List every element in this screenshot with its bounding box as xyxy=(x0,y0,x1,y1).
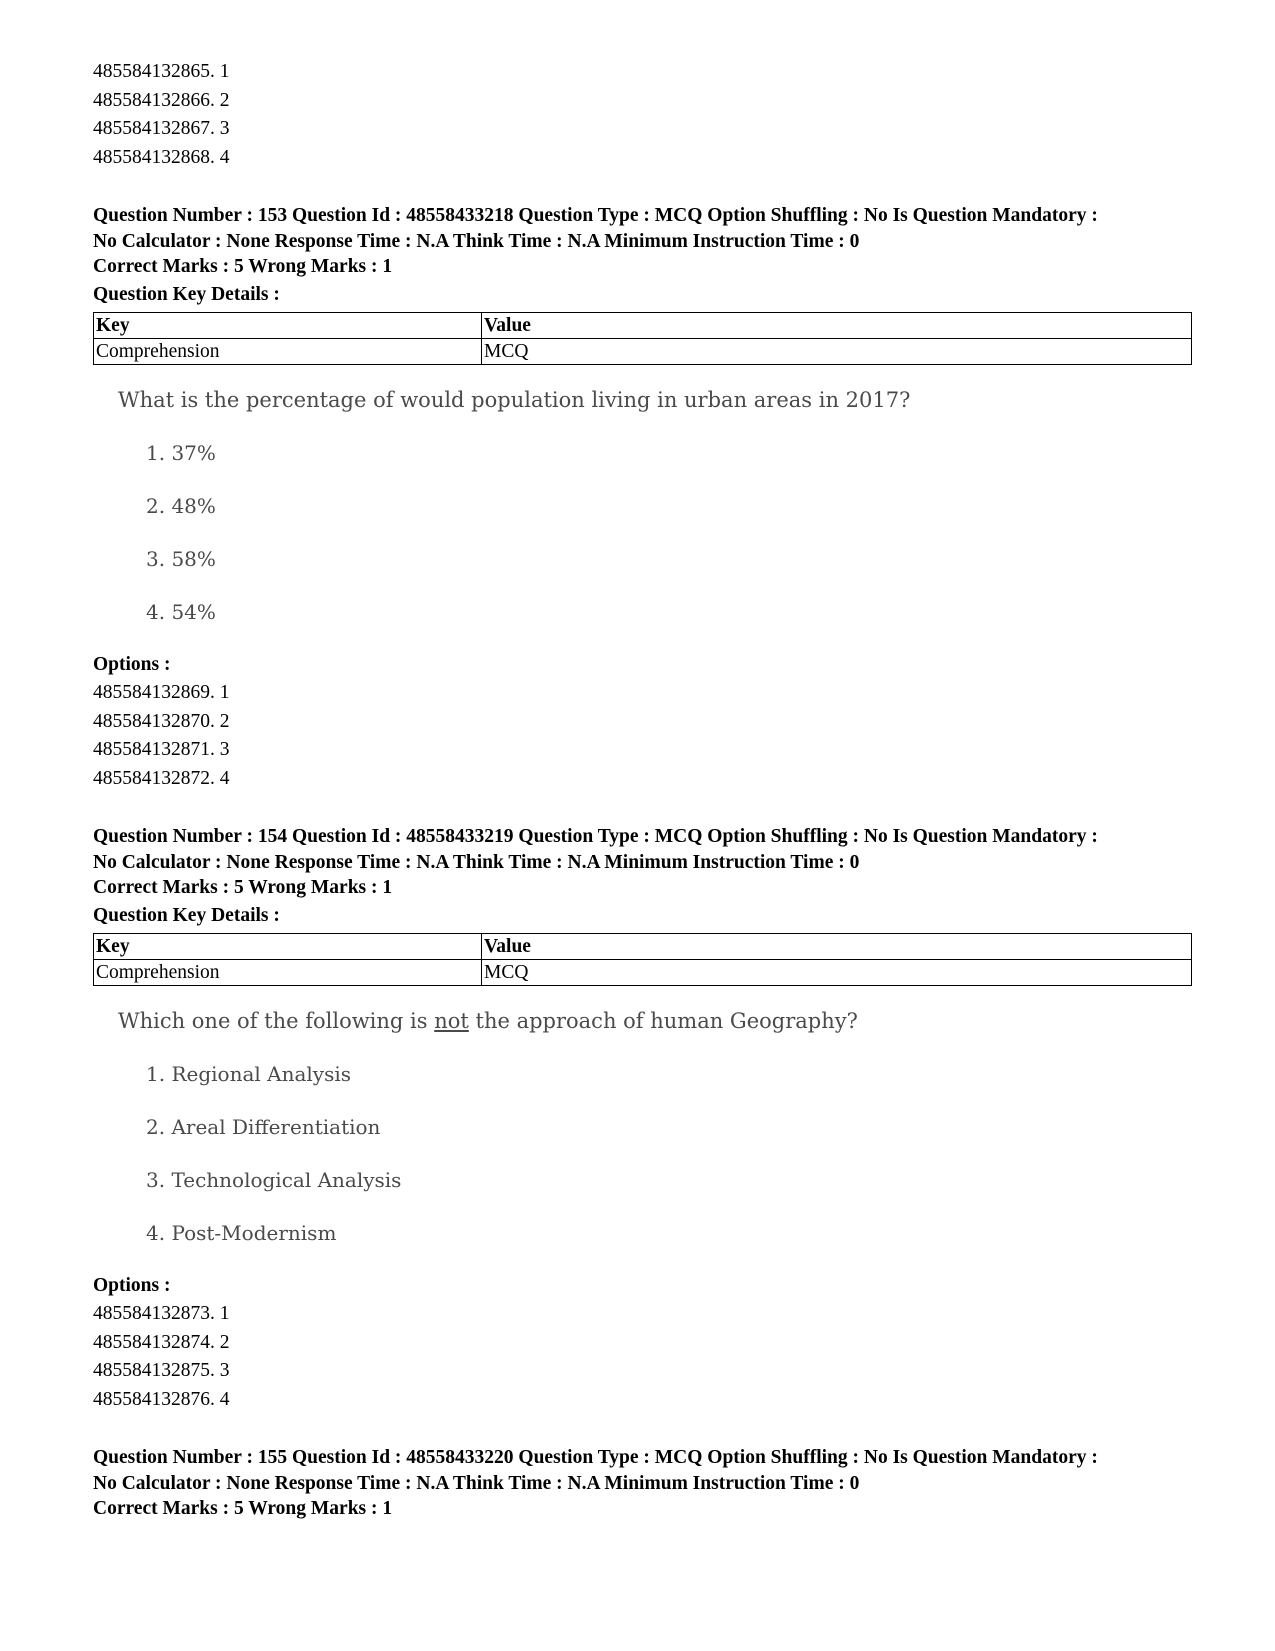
option-row xyxy=(93,144,1193,173)
table-header-key: Key xyxy=(94,933,482,959)
question-choice: 1. Regional Analysis xyxy=(146,1061,351,1086)
question-block-154 xyxy=(93,823,1193,1414)
option-row xyxy=(93,115,1193,144)
question-header-line-2: No Calculator : None Response Time : N.A Think Time : N.A Minimum Instruction Time : 0 xyxy=(93,1472,860,1494)
question-choice: 1. 37% xyxy=(146,440,216,465)
option-id: 485584132866. xyxy=(93,89,215,111)
question-block-153 xyxy=(93,202,1193,793)
option-number: 2 xyxy=(219,1331,230,1353)
question-choice: 4. Post-Modernism xyxy=(146,1220,337,1245)
table-header-row xyxy=(94,933,1192,959)
option-number: 4 xyxy=(219,1388,230,1410)
option-id: 485584132876. xyxy=(93,1388,215,1410)
question-marks: Correct Marks : 5 Wrong Marks : 1 xyxy=(93,1497,393,1519)
options-label: Options : xyxy=(93,1274,171,1296)
table-header-value: Value xyxy=(482,312,1192,338)
option-number: 1 xyxy=(219,1303,230,1324)
question-key-details-label: Question Key Details : xyxy=(93,905,280,926)
options-list xyxy=(93,1300,1193,1414)
question-choice: 3. 58% xyxy=(146,546,216,571)
question-choice: 3. Technological Analysis xyxy=(146,1167,402,1192)
option-row xyxy=(93,87,1193,116)
question-choice: 2. 48% xyxy=(146,493,216,518)
option-row xyxy=(93,58,1193,87)
question-header-line-2: No Calculator : None Response Time : N.A Think Time : N.A Minimum Instruction Time : 0 xyxy=(93,230,860,252)
question-image xyxy=(93,1008,1193,1246)
option-id: 485584132865. xyxy=(93,61,215,82)
option-id: 485584132874. xyxy=(93,1331,215,1353)
option-number: 1 xyxy=(219,61,230,82)
option-row xyxy=(93,1329,1193,1358)
option-row xyxy=(93,1357,1193,1386)
option-number: 1 xyxy=(219,682,230,703)
question-header-line-2: No Calculator : None Response Time : N.A Think Time : N.A Minimum Instruction Time : 0 xyxy=(93,851,860,873)
table-cell-key: Comprehension xyxy=(94,959,482,985)
option-id: 485584132872. xyxy=(93,767,215,789)
question-key-details-label: Question Key Details : xyxy=(93,284,280,305)
question-text-before: Which one of the following is xyxy=(118,1008,435,1033)
option-row xyxy=(93,765,1193,794)
table-cell-key: Comprehension xyxy=(94,338,482,364)
question-text-after: the approach of human Geography? xyxy=(468,1008,858,1033)
option-id: 485584132867. xyxy=(93,118,215,139)
question-text-underlined: not xyxy=(434,1008,469,1033)
option-row xyxy=(93,1300,1193,1329)
option-number: 2 xyxy=(219,710,230,732)
question-image xyxy=(93,387,1193,625)
option-number: 3 xyxy=(219,1360,230,1381)
option-row xyxy=(93,708,1193,737)
question-key-table xyxy=(93,933,1192,986)
option-row xyxy=(93,679,1193,708)
option-number: 3 xyxy=(219,118,230,139)
question-block-155 xyxy=(93,1444,1193,1523)
option-number: 4 xyxy=(219,146,230,168)
question-choice: 4. 54% xyxy=(146,599,216,624)
option-id: 485584132873. xyxy=(93,1303,215,1324)
option-id: 485584132870. xyxy=(93,710,215,732)
option-number: 3 xyxy=(219,739,230,760)
option-id: 485584132868. xyxy=(93,146,215,168)
option-number: 4 xyxy=(219,767,230,789)
option-number: 2 xyxy=(219,89,230,111)
table-cell-value: MCQ xyxy=(482,338,1192,364)
option-row xyxy=(93,1386,1193,1415)
question-text xyxy=(118,1008,1193,1034)
table-header-key: Key xyxy=(94,312,482,338)
table-row xyxy=(94,338,1192,364)
question-choice: 2. Areal Differentiation xyxy=(146,1114,381,1139)
option-row xyxy=(93,736,1193,765)
table-header-row xyxy=(94,312,1192,338)
question-text: What is the percentage of would population living in urban areas in 2017? xyxy=(118,387,911,412)
question-key-table xyxy=(93,312,1192,365)
question-header-line-1: Question Number : 154 Question Id : 48558433219 Question Type : MCQ Option Shuffling : No Is Question Mandatory : xyxy=(93,826,1098,847)
options-label: Options : xyxy=(93,653,171,675)
question-marks: Correct Marks : 5 Wrong Marks : 1 xyxy=(93,255,393,277)
question-header-line-1: Question Number : 155 Question Id : 48558433220 Question Type : MCQ Option Shuffling : No Is Question Mandatory : xyxy=(93,1447,1098,1468)
document-page xyxy=(93,58,1193,1523)
table-cell-value: MCQ xyxy=(482,959,1192,985)
question-header-line-1: Question Number : 153 Question Id : 48558433218 Question Type : MCQ Option Shuffling : No Is Question Mandatory : xyxy=(93,205,1098,226)
option-id: 485584132869. xyxy=(93,682,215,703)
option-id: 485584132875. xyxy=(93,1360,215,1381)
question-marks: Correct Marks : 5 Wrong Marks : 1 xyxy=(93,876,393,898)
options-list xyxy=(93,679,1193,793)
previous-options-list xyxy=(93,58,1193,172)
table-row xyxy=(94,959,1192,985)
table-header-value: Value xyxy=(482,933,1192,959)
option-id: 485584132871. xyxy=(93,739,215,760)
